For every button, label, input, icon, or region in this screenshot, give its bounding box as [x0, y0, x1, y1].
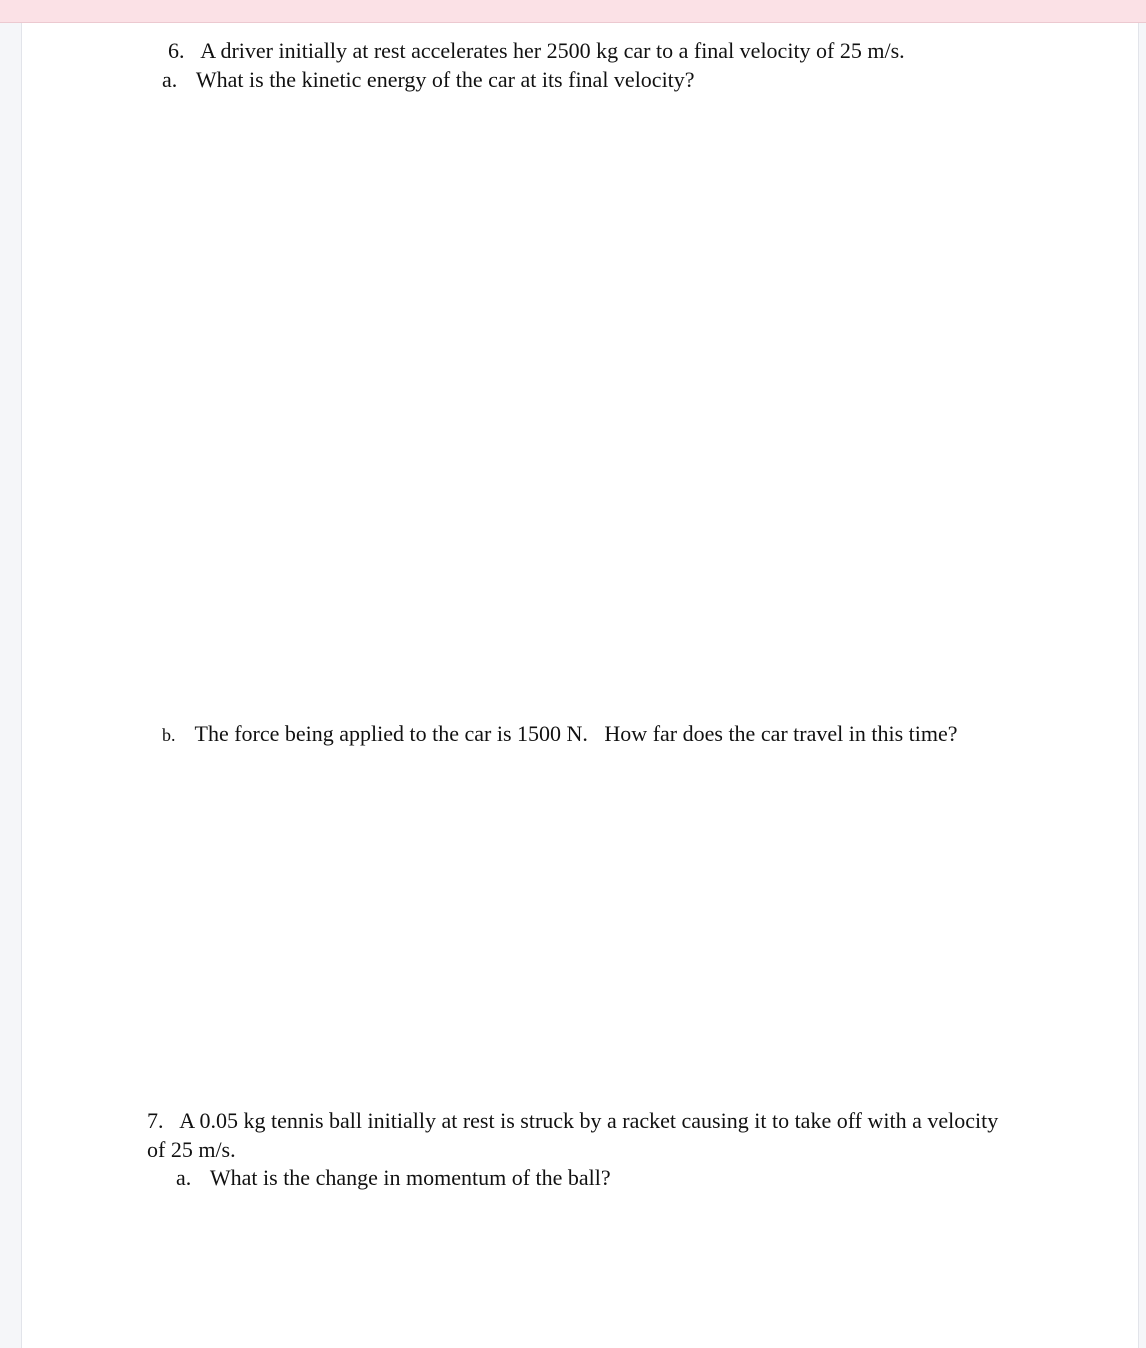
question-7-text-line2: of 25 m/s.	[147, 1137, 236, 1162]
question-6-part-a	[162, 66, 695, 94]
question-6-part-a-marker: a.	[162, 67, 178, 92]
question-7	[147, 1107, 998, 1135]
question-7-part-a	[176, 1164, 611, 1192]
top-bar	[0, 0, 1146, 23]
question-7-part-a-marker: a.	[176, 1165, 192, 1190]
question-7-line2	[147, 1136, 236, 1164]
question-6-part-a-text: What is the kinetic energy of the car at its final velocity?	[195, 67, 695, 92]
question-6-part-b	[162, 720, 958, 749]
question-6	[168, 37, 905, 65]
left-gutter	[0, 23, 21, 1348]
question-7-part-a-text: What is the change in momentum of the ball?	[209, 1165, 611, 1190]
question-7-number: 7.	[147, 1108, 164, 1133]
question-6-part-b-text: The force being applied to the car is 1500 N. How far does the car travel in this time?	[194, 721, 958, 746]
right-gutter	[1138, 23, 1146, 1348]
question-6-text: A driver initially at rest accelerates her 2500 kg car to a final velocity of 25 m/s.	[200, 38, 905, 63]
question-7-text-line1: A 0.05 kg tennis ball initially at rest is struck by a racket causing it to take off with a velocity	[179, 1108, 999, 1133]
question-6-number: 6.	[168, 38, 185, 63]
question-6-part-b-marker: b.	[162, 725, 176, 745]
